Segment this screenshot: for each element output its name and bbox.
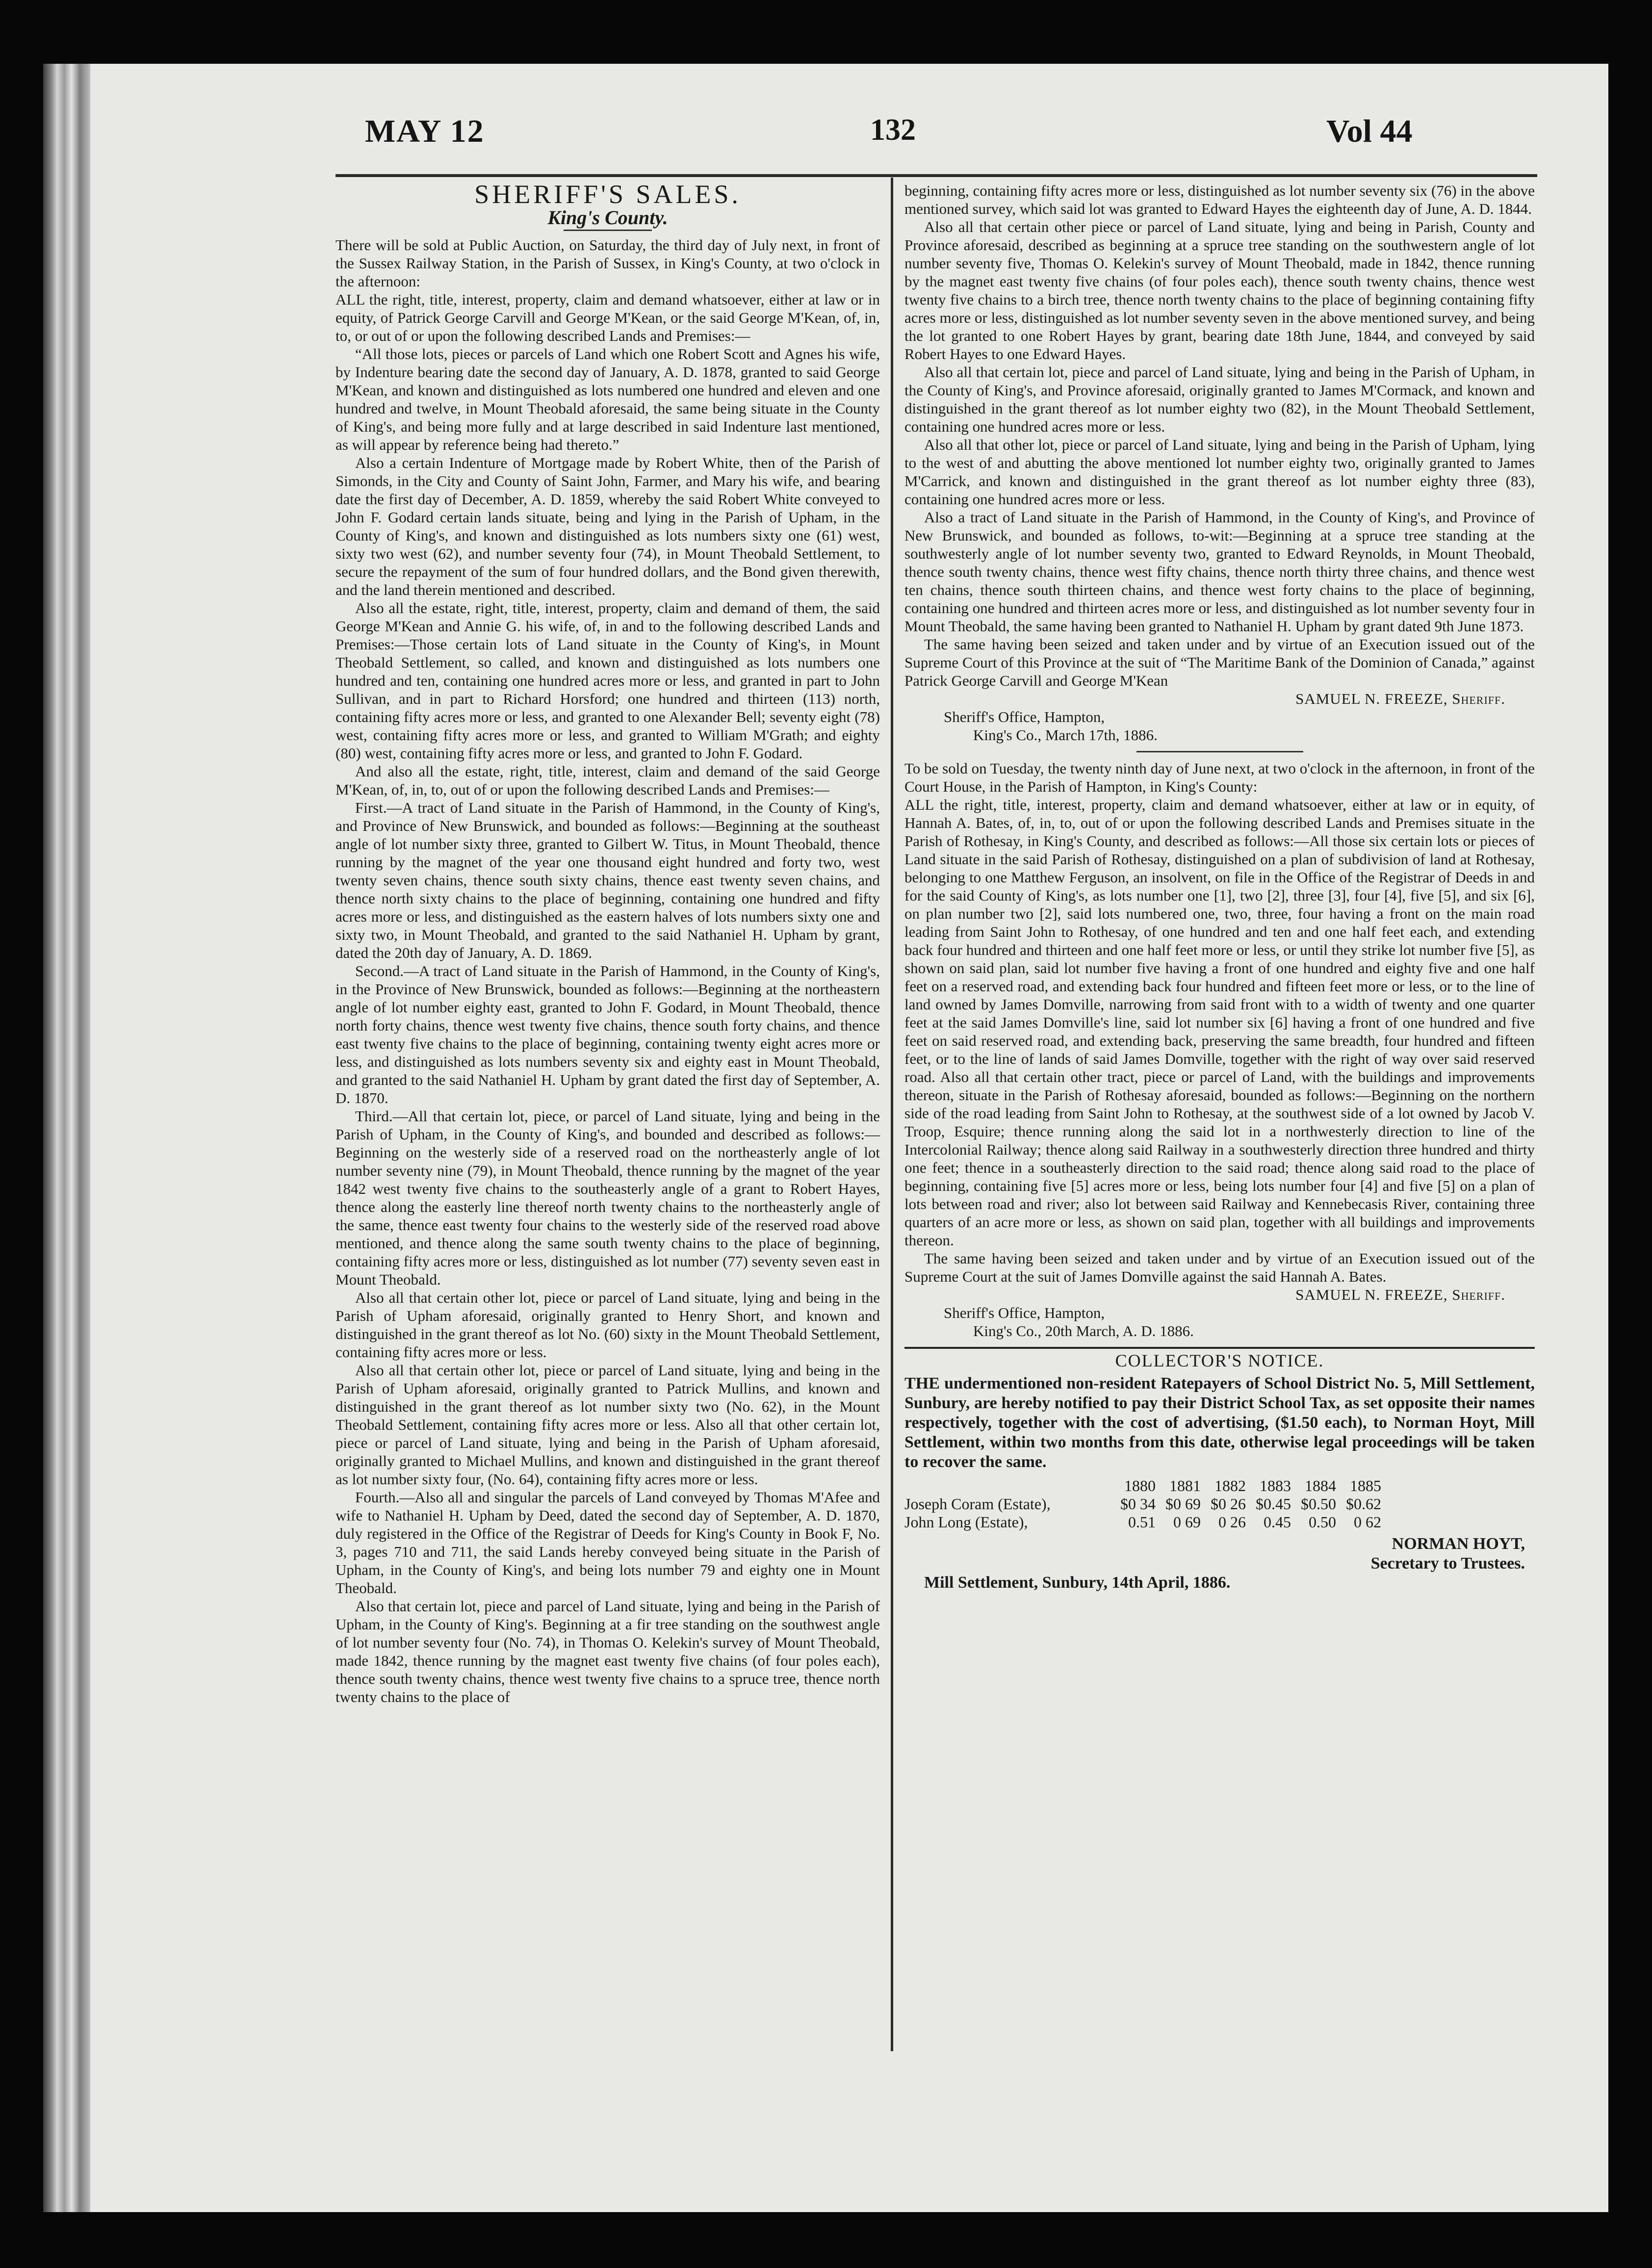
notice-date: Mill Settlement, Sunbury, 14th April, 1886. <box>924 1573 1231 1592</box>
paragraph: Third.—All that certain lot, piece, or parcel of Land situate, lying and being in the Parish of Upham, in the County of King's, and bounded and described as follows:—Beginning on the westerly side of a reserved road on the northeasterly angle of lot number seventy nine (79), in Mount Theobald, thence running by the magnet of the year 1842 west twenty five chains to the southeasterly angle of a grant to Robert Hayes, thence along the easterly line thereof north twenty chains to the northeasterly angle of the same, thence east twenty four chains to the westerly side of the reserved road above mentioned, and thence along the same south twenty chains to the place of beginning, containing fifty acres more or less, distinguished as lot number (77) seventy seven east in Mount Theobald. <box>336 1108 880 1288</box>
sheriff-signature: SAMUEL N. FREEZE, Sheriff. <box>1295 1286 1505 1303</box>
sheriff-office: Sheriff's Office, Hampton, <box>944 1304 1105 1321</box>
column-divider <box>891 178 893 2051</box>
table-row <box>904 1495 1386 1513</box>
notice-signer: NORMAN HOYT, <box>1392 1535 1525 1553</box>
notice-text: THE undermentioned non-resident Ratepayers of School District No. 5, Mill Settlement, Sunbury, are hereby notified to pay their District School Tax, as set opposite their names respectively, together with the cost of advertising, ($1.50 each), to Norman Hoyt, Mill Settlement, within two months from this date, otherwise legal proceedings will be taken to recover the same. <box>904 1374 1535 1471</box>
paragraph: The same having been seized and taken under and by virtue of an Execution issued out of the Supreme Court of this Province at the suit of “The Maritime Bank of the Dominion of Canada,” against Patrick George Carvill and George M'Kean <box>904 636 1535 689</box>
notice-rule <box>904 1347 1535 1349</box>
header-volume: Vol 44 <box>1326 113 1413 149</box>
tax-amount: 0 26 <box>1218 1513 1246 1531</box>
paragraph: The same having been seized and taken under and by virtue of an Execution issued out of the Supreme Court at the suit of James Domville against the said Hannah A. Bates. <box>904 1250 1535 1285</box>
paragraph: beginning, containing fifty acres more or less, distinguished as lot number seventy six (76) in the above mentioned survey, which said lot was granted to Edward Hayes the eighteenth day of June, A. D. 1844. <box>904 182 1535 217</box>
tax-amount: $0 26 <box>1211 1495 1246 1513</box>
tax-year: 1881 <box>1169 1477 1201 1495</box>
paragraph: ALL the right, title, interest, property, claim and demand whatsoever, either at law or in equity, of Patrick George Carvill and George M'Kean, or the said George M'Kean, of, in, to, or out of or upon the following described Lands and Premises:— <box>336 291 880 344</box>
tax-year: 1884 <box>1305 1477 1336 1495</box>
ratepayer-name: Joseph Coram (Estate), <box>904 1495 1051 1513</box>
tax-year: 1882 <box>1214 1477 1246 1495</box>
paragraph: Second.—A tract of Land situate in the Parish of Hammond, in the County of King's, in the Province of New Brunswick, bounded as follows:—Beginning at the northeastern angle of lot number eighty east, granted to John F. Godard, in Mount Theobald, thence north forty chains, thence west twenty five chains, thence south forty chains, and thence east twenty five chains to the place of beginning, containing twenty eight acres more or less, and distinguished as lots numbers seventy six and eighty east in Mount Theobald, and granted to the said Nathaniel H. Upham by grant dated the first day of September, A. D. 1870. <box>336 962 880 1107</box>
paragraph: Also all that other lot, piece or parcel of Land situate, lying and being in the Parish of Upham, lying to the west of and abutting the above mentioned lot number eighty two, originally granted to James M'Carrick, and known and distinguished in the grant thereof as lot number eighty three (83), containing one hundred acres more or less. <box>904 436 1535 508</box>
tax-year: 1880 <box>1124 1477 1156 1495</box>
tax-amount: 0 69 <box>1173 1513 1201 1531</box>
tax-amount: $0.50 <box>1301 1495 1336 1513</box>
paragraph: Also all that certain other piece or parcel of Land situate, lying and being in Parish, County and Province aforesaid, described as beginning at a spruce tree standing on the southwestern angle of lot number seventy five, Thomas O. Kelekin's survey of Mount Theobald, made in 1842, thence running by the magnet east twenty five chains (of four poles each), thence south twenty chains, thence west twenty five chains to a birch tree, thence north twenty chains to the place of beginning containing fifty acres more or less, distinguished as lot number seventy seven in the above mentioned survey, and being the lot granted to one Robert Hayes by grant, bearing date 18th June, 1844, and conveyed by said Robert Hayes to one Edward Hayes. <box>904 218 1535 362</box>
tax-header-row <box>904 1477 1386 1495</box>
section-title: SHERIFF'S SALES. <box>474 180 741 209</box>
section-rule <box>1136 751 1303 752</box>
sheriff-signature: SAMUEL N. FREEZE, Sheriff. <box>1295 690 1505 707</box>
paragraph: And also all the estate, right, title, interest, claim and demand of the said George M'Kean, of, in, to, out of or upon the following described Lands and Premises:— <box>336 763 880 798</box>
paragraph: “All those lots, pieces or parcels of Land which one Robert Scott and Agnes his wife, by Indenture bearing date the second day of January, A. D. 1878, granted to said George M'Kean, and known and distinguished as lots numbered one hundred and eleven and one hundred and twelve, in Mount Theobald aforesaid, the same being situate in the County of King's, and being more fully and at large described in said Indenture last mentioned, as will appear by reference being had thereto.” <box>336 345 880 453</box>
left-column <box>336 181 880 1706</box>
tax-year: 1883 <box>1260 1477 1291 1495</box>
paragraph: Also all that certain lot, piece and parcel of Land situate, lying and being in the Parish of Upham, in the County of King's, and Province aforesaid, originally granted to James M'Cormack, and known and distinguished in the grant thereof as lot number eighty two (82), in the Mount Theobald Settlement, containing one hundred acres more or less. <box>904 363 1535 435</box>
table-row <box>904 1513 1386 1531</box>
sale-intro: To be sold on Tuesday, the twenty ninth day of June next, at two o'clock in the afternoon, in front of the Court House, in the Parish of Hampton, in King's County: <box>904 760 1535 795</box>
ratepayer-name: John Long (Estate), <box>904 1513 1028 1531</box>
tax-amount: $0 69 <box>1165 1495 1201 1513</box>
sheriff-office-date: King's Co., 20th March, A. D. 1886. <box>973 1322 1194 1340</box>
tax-amount: $0 34 <box>1120 1495 1156 1513</box>
paragraph: Also all that certain other lot, piece or parcel of Land situate, lying and being in the Parish of Upham aforesaid, originally granted to Patrick Mullins, and known and distinguished in the grant thereof as lot number sixty two (No. 62), in the Mount Theobald Settlement, containing fifty acres more or less. Also all that other certain lot, piece or parcel of Land situate, lying and being in the Parish of Upham aforesaid, originally granted to Michael Mullins, and known and distinguished in the grant thereof as lot number sixty four, (No. 64), containing fifty acres more or less. <box>336 1362 880 1488</box>
sheriff-office-date: King's Co., March 17th, 1886. <box>973 726 1158 744</box>
tax-year: 1885 <box>1350 1477 1381 1495</box>
paragraph: ALL the right, title, interest, property, claim and demand whatsoever, either at law or in equity, of Hannah A. Bates, of, in, to, out of or upon the following described Lands and Premises situate in the Parish of Rothesay, in King's County, and described as follows:—All those six certain lots or pieces of Land situate in the said Parish of Rothesay, distinguished on a plan of subdivision of land at Rothesay, belonging to one Matthew Ferguson, an insolvent, on file in the Office of the Registrar of Deeds in and for the said County of King's, as lots number one [1], two [2], three [3], four [4], five [5], and six [6], on plan number two [2], said lots numbered one, two, three, four having a front on the main road leading from Saint John to Rothesay, of one hundred and ten and one half feet each, and extending back four hundred and thirteen and one half feet more or less, or until they strike lot number five [5], as shown on said plan, said lot number five having a front of one hundred and eighty five and one half feet on a reserved road, and extending back four hundred and fifteen feet more or less, or to the line of land owned by James Domville, narrowing from said front with to a width of twenty and one quarter feet at the said James Domville's line, said lot number six [6] having a front of one hundred and five feet on said reserved road, and extending back, preserving the same breadth, four hundred and fifteen feet, or to the line of lands of said James Domville, together with the right of way over said reserved road. Also all that certain other tract, piece or parcel of Land, with the buildings and improvements thereon, situate in the Parish of Rothesay aforesaid, bounded as follows:—Beginning on the northern side of the road leading from Saint John to Rothesay, at the southwest side of a lot owned by Jacob V. Troop, Esquire; thence running along the said lot in a northwesterly direction to line of the Intercolonial Railway; thence along said Railway in a southwesterly direction three hundred and thirty one feet; thence in a southeasterly direction to the said road; thence along said road to the place of beginning, containing five [5] acres more or less, being lots number four [4] and five [5] on a plan of lots between road and river; also lot between said Railway and Kennebecasis River, containing three quarters of an acre more or less, as shown on said plan, together with all buildings and improvements thereon. <box>904 796 1535 1249</box>
paragraph: Also all the estate, right, title, interest, property, claim and demand of them, the said George M'Kean and Annie G. his wife, of, in and to the following described Lands and Premises:—Those certain lots of Land situate in the County of King's, in Mount Theobald Settlement, so called, and known and distinguished as lots numbers one hundred and ten, containing one hundred acres more or less, and granted in part to John Sullivan, and in part to Richard Horsford; one hundred and thirteen (113) north, containing fifty acres more or less, and granted to one Alexander Bell; seventy eight (78) west, containing fifty acres more or less, and granted to William M'Grath; and eighty (80) west, containing fifty acres more or less, and granted to John F. Godard. <box>336 599 880 762</box>
header-rule <box>336 174 1537 177</box>
paragraph: Also all that certain other lot, piece or parcel of Land situate, lying and being in the Parish of Upham aforesaid, originally granted to Henry Short, and known and distinguished in the grant thereof as lot No. (60) sixty in the Mount Theobald Settlement, containing fifty acres more or less. <box>336 1289 880 1361</box>
header-date: MAY 12 <box>365 113 485 149</box>
notice-title: COLLECTOR'S NOTICE. <box>1115 1351 1324 1370</box>
paragraph: Also that certain lot, piece and parcel of Land situate, lying and being in the Parish of Upham, in the County of King's. Beginning at a fir tree standing on the southwest angle of lot number seventy four (No. 74), in Thomas O. Kelekin's survey of Mount Theobald, made 1842, thence running by the magnet east twenty five chains (of four poles each), thence south twenty chains, thence west twenty five chains to a spruce tree, thence north twenty chains to the place of <box>336 1598 880 1705</box>
tax-header-blank <box>904 1477 1115 1495</box>
paragraph: Fourth.—Also all and singular the parcels of Land conveyed by Thomas M'Afee and wife to Nathaniel H. Upham by Deed, dated the second day of September, A. D. 1870, duly registered in the Office of the Registrar of Deeds for King's County in Book F, No. 3, pages 710 and 711, the said Lands hereby conveyed being situate in the Parish of Upham, in the County of King's, and being lots number 79 and eighty one in Mount Theobald. <box>336 1489 880 1597</box>
tax-amount: $0.62 <box>1346 1495 1381 1513</box>
right-column <box>904 181 1535 1592</box>
book-spine <box>43 64 90 2212</box>
sheriff-office: Sheriff's Office, Hampton, <box>944 708 1105 725</box>
tax-amount: $0.45 <box>1256 1495 1291 1513</box>
sale-intro: There will be sold at Public Auction, on Saturday, the third day of July next, in front of the Sussex Railway Station, in the Parish of Sussex, in King's County, at two o'clock in the afternoon: <box>336 236 880 290</box>
subtitle-rule <box>564 230 652 231</box>
notice-signer-title: Secretary to Trustees. <box>1370 1554 1525 1572</box>
section-subtitle: King's County. <box>547 206 668 229</box>
tax-amount: 0 62 <box>1354 1513 1381 1531</box>
tax-amount: 0.51 <box>1128 1513 1156 1531</box>
page-header <box>90 113 1608 167</box>
tax-table <box>904 1477 1386 1531</box>
header-page-number: 132 <box>870 113 916 147</box>
paragraph: Also a tract of Land situate in the Parish of Hammond, in the County of King's, and Province of New Brunswick, and bounded as follows, to-wit:—Beginning at a spruce tree standing at the southwesterly angle of lot number seventy two, granted to Edward Reynolds, in Mount Theobald, thence south twenty chains, thence west fifty chains, thence north thirty three chains, and thence west ten chains, thence south thirteen chains, and thence west forty chains to the place of beginning, containing one hundred and thirteen acres more or less, and distinguished as lot number seventy four in Mount Theobald, the same having been granted to Nathaniel H. Upham by grant dated 9th June 1873. <box>904 509 1535 635</box>
notice-body <box>904 1374 1535 1472</box>
tax-amount: 0.50 <box>1309 1513 1336 1531</box>
newspaper-page <box>90 64 1608 2212</box>
paragraph: First.—A tract of Land situate in the Parish of Hammond, in the County of King's, and Province of New Brunswick, and bounded as follows:—Beginning at the southeast angle of lot number sixty three, granted to Gilbert W. Titus, in Mount Theobald, thence running by the magnet of the year one thousand eight hundred and forty two, west twenty seven chains, thence south sixty chains, thence east twenty seven chains, and thence north sixty chains to the place of beginning, containing one hundred and fifty acres more or less, and distinguished as the eastern halves of lots numbers sixty one and sixty two, in Mount Theobald, and granted to the said Nathaniel H. Upham by grant, dated the 20th day of January, A. D. 1869. <box>336 799 880 961</box>
tax-amount: 0.45 <box>1264 1513 1291 1531</box>
paragraph: Also a certain Indenture of Mortgage made by Robert White, then of the Parish of Simonds, in the City and County of Saint John, Farmer, and Mary his wife, and bearing date the first day of December, A. D. 1859, whereby the said Robert White conveyed to John F. Godard certain lands situate, being and lying in the Parish of Upham, in the County of King's, and known and distinguished as lots numbers sixty one (61) west, sixty two west (62), and number seventy four (74), in Mount Theobald Settlement, to secure the repayment of the sum of four hundred dollars, and the Bond given therewith, and the land therein mentioned and described. <box>336 454 880 598</box>
